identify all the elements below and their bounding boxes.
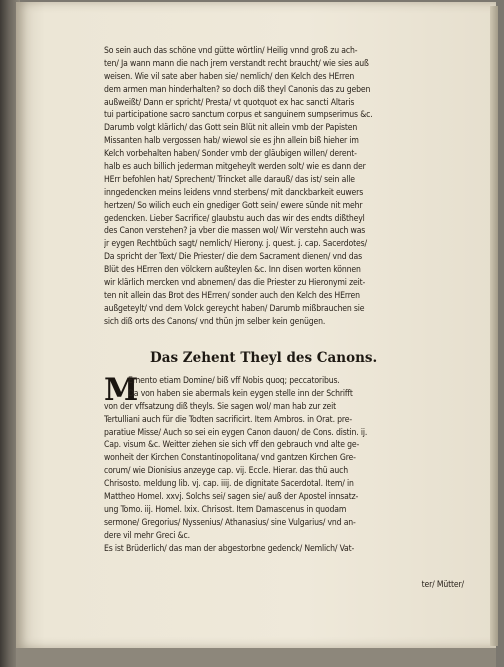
text-line: außweißt/ Dann er spricht/ Presta/ vt quotquot ex hac sancti Altaris — [104, 97, 355, 108]
text-line: Es ist Brüderlich/ das man der abgestorbne gedenck/ Nemlich/ Vat- — [104, 543, 355, 554]
drop-cap-initial: M — [104, 372, 139, 408]
text-line: HErr befohlen hat/ Sprechent/ Trincket alle darauß/ das ist/ sein alle — [104, 174, 355, 185]
text-line: Mattheo Homel. xxvj. Solchs sei/ sagen sie/ auß der Apostel innsatz- — [104, 492, 359, 503]
text-line: ten/ Ja wann mann die nach jrem verstandt recht braucht/ wie sies auß — [104, 58, 369, 69]
lower-paragraph — [104, 372, 464, 555]
text-line: Chrisosto. meldung lib. vj. cap. iiij. de dignitate Sacerdotal. Item/ in — [104, 479, 354, 490]
text-line: dere vil mehr Greci &c. — [104, 530, 190, 541]
text-line: gedencken. Lieber Sacrifice/ glaubstu auch das wir des endts dißtheyl — [104, 213, 365, 224]
text-line: dem armen man hinderhalten? so doch diß theyl Canonis das zu geben — [104, 84, 371, 95]
text-line: außgeteylt/ vnd dem Volck gereycht haben/ Darumb mißbrauchen sie — [104, 303, 365, 314]
text-line: tui participatione sacro sanctum corpus et sanguinem sumpserimus &c. — [104, 110, 373, 121]
catchword: ter/ Mütter/ — [421, 580, 464, 590]
text-line: So sein auch das schöne vnd gütte wörtlin/ Heilig vnnd groß zu ach- — [104, 46, 358, 56]
text-line: corum/ wie Dionisius anzeyge cap. vij. Eccle. Hierar. das thü auch — [104, 466, 348, 477]
scan-bottom-margin — [16, 648, 496, 667]
text-line: inngedencken meins leidens vnnd sterbens/ mit danckbarkeit euwers — [104, 187, 364, 198]
text-line: Tertulliani auch für die Todten sacrificirt. Item Ambros. in Orat. pre- — [104, 414, 353, 425]
text-line: Missanten halb vergossen hab/ wiewol sie es jhn allein biß hieher im — [104, 136, 359, 147]
text-line: Emento etiam Domine/ biß vff Nobis quoq; peccatoribus. — [128, 376, 340, 386]
text-line: weisen. Wie vil sate aber haben sie/ nemlich/ den Kelch des HErren — [104, 71, 355, 82]
text-line: des Canon verstehen? ja vber die massen wol/ Wir verstehn auch was — [104, 226, 366, 237]
text-line: hertzen/ So wilich euch ein gnediger Gott sein/ ewere sünde nit mehr — [104, 200, 363, 211]
text-line: jr eygen Rechtbüch sagt/ nemlich/ Hierony. j. quest. j. cap. Sacerdotes/ — [104, 239, 367, 250]
text-line: halb es auch billich jederman mitgeheylt werden solt/ wie es dann der — [104, 162, 366, 173]
text-line: wonheit der Kirchen Constantinopolitana/ vnd gantzen Kirchen Gre- — [104, 453, 356, 464]
text-line: paratiue Misse/ Auch so sei ein eygen Canon dauon/ de Cons. distin. ij. — [104, 427, 368, 438]
text-line: Cap. visum &c. Weitter ziehen sie sich vff den gebrauch vnd alte ge- — [104, 440, 360, 451]
text-line: ten nit allein das Brot des HErren/ sonder auch den Kelch des HErren — [104, 290, 360, 301]
text-line: Blüt des HErren den völckern außteylen &c. Inn disen worten können — [104, 265, 361, 276]
section-heading: Das Zehent Theyl des Canons. — [150, 350, 378, 366]
text-line: sich diß orts des Canons/ vnd thün jm selber kein genügen. — [104, 316, 326, 327]
text-line: sermone/ Gregorius/ Nyssenius/ Athanasius/ sine Vulgarius/ vnd an- — [104, 517, 356, 528]
page-edge — [490, 6, 498, 646]
text-line: Darumb volgt klärlich/ das Gott sein Blüt nit allein vmb der Papisten — [104, 123, 358, 134]
text-line: von der vffsatzung diß theyls. Sie sagen wol/ man hab zur zeit — [104, 401, 336, 412]
text-line: Da von haben sie abermals kein eygen stelle inn der Schrifft — [128, 388, 353, 399]
text-line: Da spricht der Text/ Die Priester/ die dem Sacrament dienen/ vnd das — [104, 252, 363, 263]
text-line: Kelch vorbehalten haben/ Sonder vmb der gläubigen willen/ derent- — [104, 149, 357, 160]
text-line: ung Tomo. iij. Homel. lxix. Chrisost. Item Damascenus in quodam — [104, 504, 347, 515]
upper-paragraph — [104, 45, 464, 329]
text-line: wir klärlich mercken vnd abnemen/ das die Priester zu Hieronymi zeit- — [104, 278, 366, 289]
